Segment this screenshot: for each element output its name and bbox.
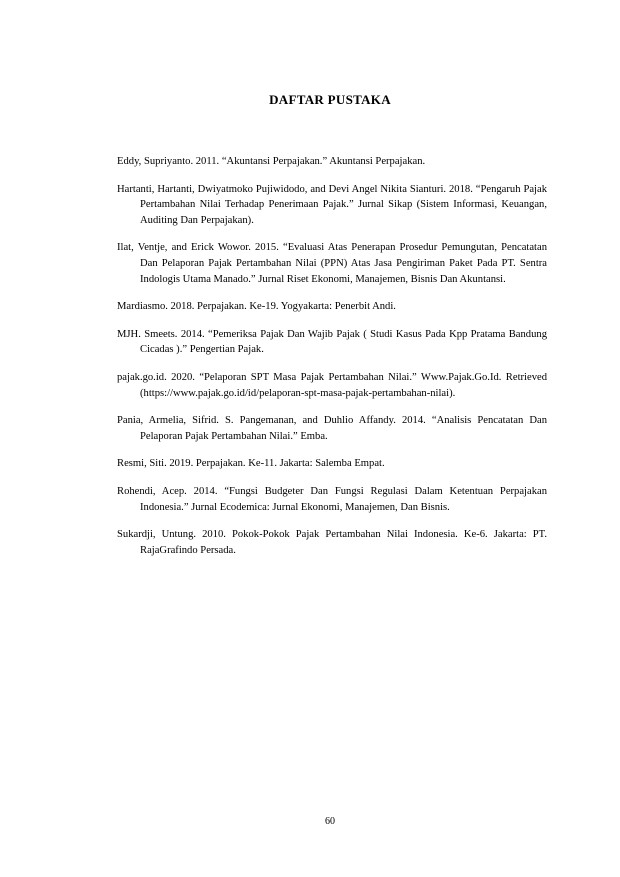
reference-entry: Eddy, Supriyanto. 2011. “Akuntansi Perpajakan.” Akuntansi Perpajakan. xyxy=(117,156,426,167)
reference-entry: Ilat, Ventje, and Erick Wowor. 2015. “Evaluasi Atas Penerapan Prosedur Pemungutan, Pencatatan Dan Pelaporan Pajak Pertambahan Nilai (PPN) Atas Jasa Pengiriman Paket Pada PT. Sentra Indologis Utama Manado.” Jurnal Riset Ekonomi, Manajemen, Bisnis Dan Akuntansi. xyxy=(117,242,547,285)
reference-entry: Sukardji, Untung. 2010. Pokok-Pokok Pajak Pertambahan Nilai Indonesia. Ke-6. Jakarta: PT. RajaGrafindo Persada. xyxy=(117,529,547,556)
reference-entry: Pania, Armelia, Sifrid. S. Pangemanan, and Duhlio Affandy. 2014. “Analisis Pencatatan Dan Pelaporan Pajak Pertambahan Nilai.” Emba. xyxy=(117,415,547,442)
reference-entry: pajak.go.id. 2020. “Pelaporan SPT Masa Pajak Pertambahan Nilai.” Www.Pajak.Go.Id. Retrieved (https://www.pajak.go.id/id/pelaporan-spt-masa-pajak-pertambahan-nilai). xyxy=(117,371,547,399)
reference-entry: Resmi, Siti. 2019. Perpajakan. Ke-11. Jakarta: Salemba Empat. xyxy=(117,458,385,470)
reference-list xyxy=(117,154,547,558)
page-title: DAFTAR PUSTAKA xyxy=(269,92,391,107)
page-number: 60 xyxy=(325,816,335,827)
reference-entry: Rohendi, Acep. 2014. “Fungsi Budgeter Dan Fungsi Regulasi Dalam Ketentuan Perpajakan Indonesia.” Jurnal Ecodemica: Jurnal Ekonomi, Manajemen, Dan Bisnis. xyxy=(117,485,547,513)
reference-entry: Hartanti, Hartanti, Dwiyatmoko Pujiwidodo, and Devi Angel Nikita Sianturi. 2018. “Pengaruh Pajak Pertambahan Nilai Terhadap Penerimaan Pajak.” Jurnal Sikap (Sistem Informasi, Keuangan, Auditing Dan Perpajakan). xyxy=(117,183,547,226)
reference-entry: MJH. Smeets. 2014. “Pemeriksa Pajak Dan Wajib Pajak ( Studi Kasus Pada Kpp Pratama Bandung Cicadas ).” Pengertian Pajak. xyxy=(117,328,547,356)
reference-entry: Mardiasmo. 2018. Perpajakan. Ke-19. Yogyakarta: Penerbit Andi. xyxy=(117,301,396,313)
